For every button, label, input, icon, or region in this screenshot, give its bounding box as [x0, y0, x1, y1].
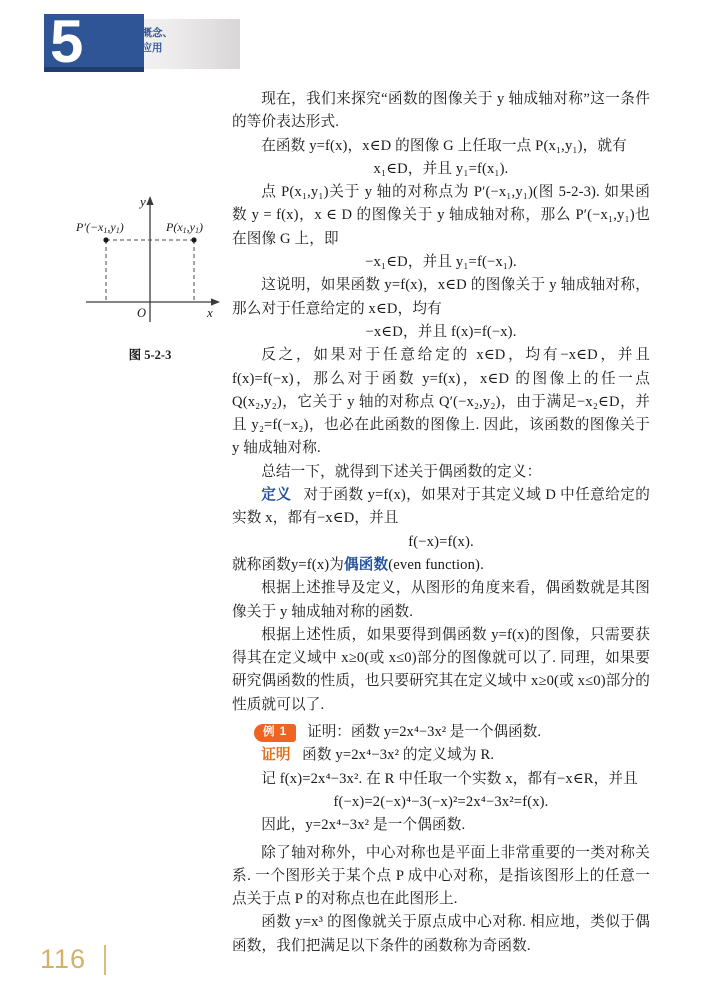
proof-paragraph	[232, 744, 650, 767]
svg-text:P(x1,y1): P(x1,y1)	[166, 220, 203, 235]
paragraph-12: 函数 y=x³ 的图像就关于原点成中心对称. 相应地，类似于偶函数，我们把满足以下条件的函数称为奇函数.	[232, 914, 650, 954]
paragraph-5: 反之，如果对于任意给定的 x∈D，均有−x∈D，并且 f(x)=f(−x)，那么对于函数 y=f(x)，x∈D 的图像上的任一点Q(x₂,y₂)，它关于 y 轴的对称点 Q′(−x₂,y₂)，由于满足−x₂∈D，并且 y₂=f(−x₂)，也必在此函数的图像上. 因此，该函数的图像关于 y 轴成轴对称.	[232, 347, 650, 457]
paragraph-4: 这说明，如果函数 y=f(x)，x∈D 的图像关于 y 轴成轴对称，那么对于任意给定的 x∈D，均有	[232, 277, 650, 317]
even-function-keyword: 偶函数	[344, 556, 389, 573]
paragraph-1: 现在，我们来探究“函数的图像关于 y 轴成轴对称”这一条件的等价表达形式.	[232, 91, 650, 131]
paragraph-9: 根据上述推导及定义，从图形的角度来看，偶函数就是其图像关于 y 轴成轴对称的函数.	[232, 580, 650, 620]
equation-4: f(−x)=f(x).	[408, 533, 474, 550]
naming-prefix: 就称函数y=f(x)为	[232, 556, 345, 573]
equation-1: x₁∈D，并且 y₁=f(x₁).	[373, 160, 509, 177]
paragraph-10: 根据上述性质，如果要得到偶函数 y=f(x)的图像，只需要获得其在定义域中 x≥0(或 x≤0)部分的图像就可以了. 同理，如果要研究偶函数的性质，也只要研究其在定义域中 x≥0(或 x≤0)部分的性质就可以了.	[232, 626, 650, 713]
example-statement: 证明：函数 y=2x⁴−3x² 是一个偶函数.	[307, 724, 541, 741]
page-footer	[40, 944, 106, 975]
even-function-naming	[232, 554, 650, 577]
chapter-number: 5	[50, 8, 82, 75]
proof-equation: f(−x)=2(−x)⁴−3(−x)²=2x⁴−3x²=f(x).	[333, 793, 549, 810]
proof-line-3: 因此，y=2x⁴−3x² 是一个偶函数.	[261, 817, 466, 834]
svg-text:P′(−x1,y1): P′(−x1,y1)	[76, 220, 124, 235]
chapter-title-line-1: 函数的概念、	[110, 27, 173, 39]
figure-5-2-3	[74, 186, 226, 363]
svg-text:O: O	[137, 306, 147, 320]
chapter-banner	[44, 8, 240, 75]
definition-paragraph	[232, 484, 650, 531]
svg-text:y: y	[140, 194, 146, 209]
equation-3: −x∈D，并且 f(x)=f(−x).	[365, 323, 517, 340]
naming-suffix: (even function).	[388, 556, 484, 573]
proof-line-1: 函数 y=2x⁴−3x² 的定义域为 R.	[302, 747, 495, 764]
definition-label: 定义	[261, 487, 292, 504]
example-1-line	[232, 721, 650, 744]
proof-label: 证明	[261, 747, 291, 764]
figure-caption: 图 5-2-3	[128, 348, 172, 362]
chapter-title	[110, 26, 220, 56]
paragraph-3: 点 P(x₁,y₁)关于 y 轴的对称点为 P′(−x₁,y₁)(图 5-2-3). 如果函数 y = f(x)，x ∈ D 的图像关于 y 轴成轴对称，那么 P′(−x₁,y₁)也在图像 G 上，即	[232, 184, 650, 247]
example-badge: 例 1	[254, 724, 296, 742]
coordinate-diagram	[74, 186, 226, 338]
footer-divider	[104, 945, 106, 975]
paragraph-6: 总结一下，就得到下述关于偶函数的定义：	[261, 463, 542, 480]
svg-text:x: x	[207, 305, 213, 320]
definition-text: 对于函数 y=f(x)，如果对于其定义域 D 中任意给定的实数 x，都有−x∈D，并且	[232, 487, 650, 527]
paragraph-2: 在函数 y=f(x)，x∈D 的图像 G 上任取一点 P(x₁,y₁)，就有	[261, 137, 627, 154]
paragraph-11: 除了轴对称外，中心对称也是平面上非常重要的一类对称关系. 一个图形关于某个点 P 成中心对称，是指该图形上的任意一点关于点 P 的对称点也在此图形上.	[232, 844, 650, 908]
page-number: 116	[40, 944, 87, 974]
proof-line-2: 记 f(x)=2x⁴−3x². 在 R 中任取一个实数 x，都有−x∈R，并且	[261, 770, 638, 787]
main-text-column	[232, 88, 650, 958]
chapter-title-line-2: 性质及应用	[110, 42, 163, 54]
equation-2: −x₁∈D，并且 y₁=f(−x₁).	[365, 254, 517, 271]
